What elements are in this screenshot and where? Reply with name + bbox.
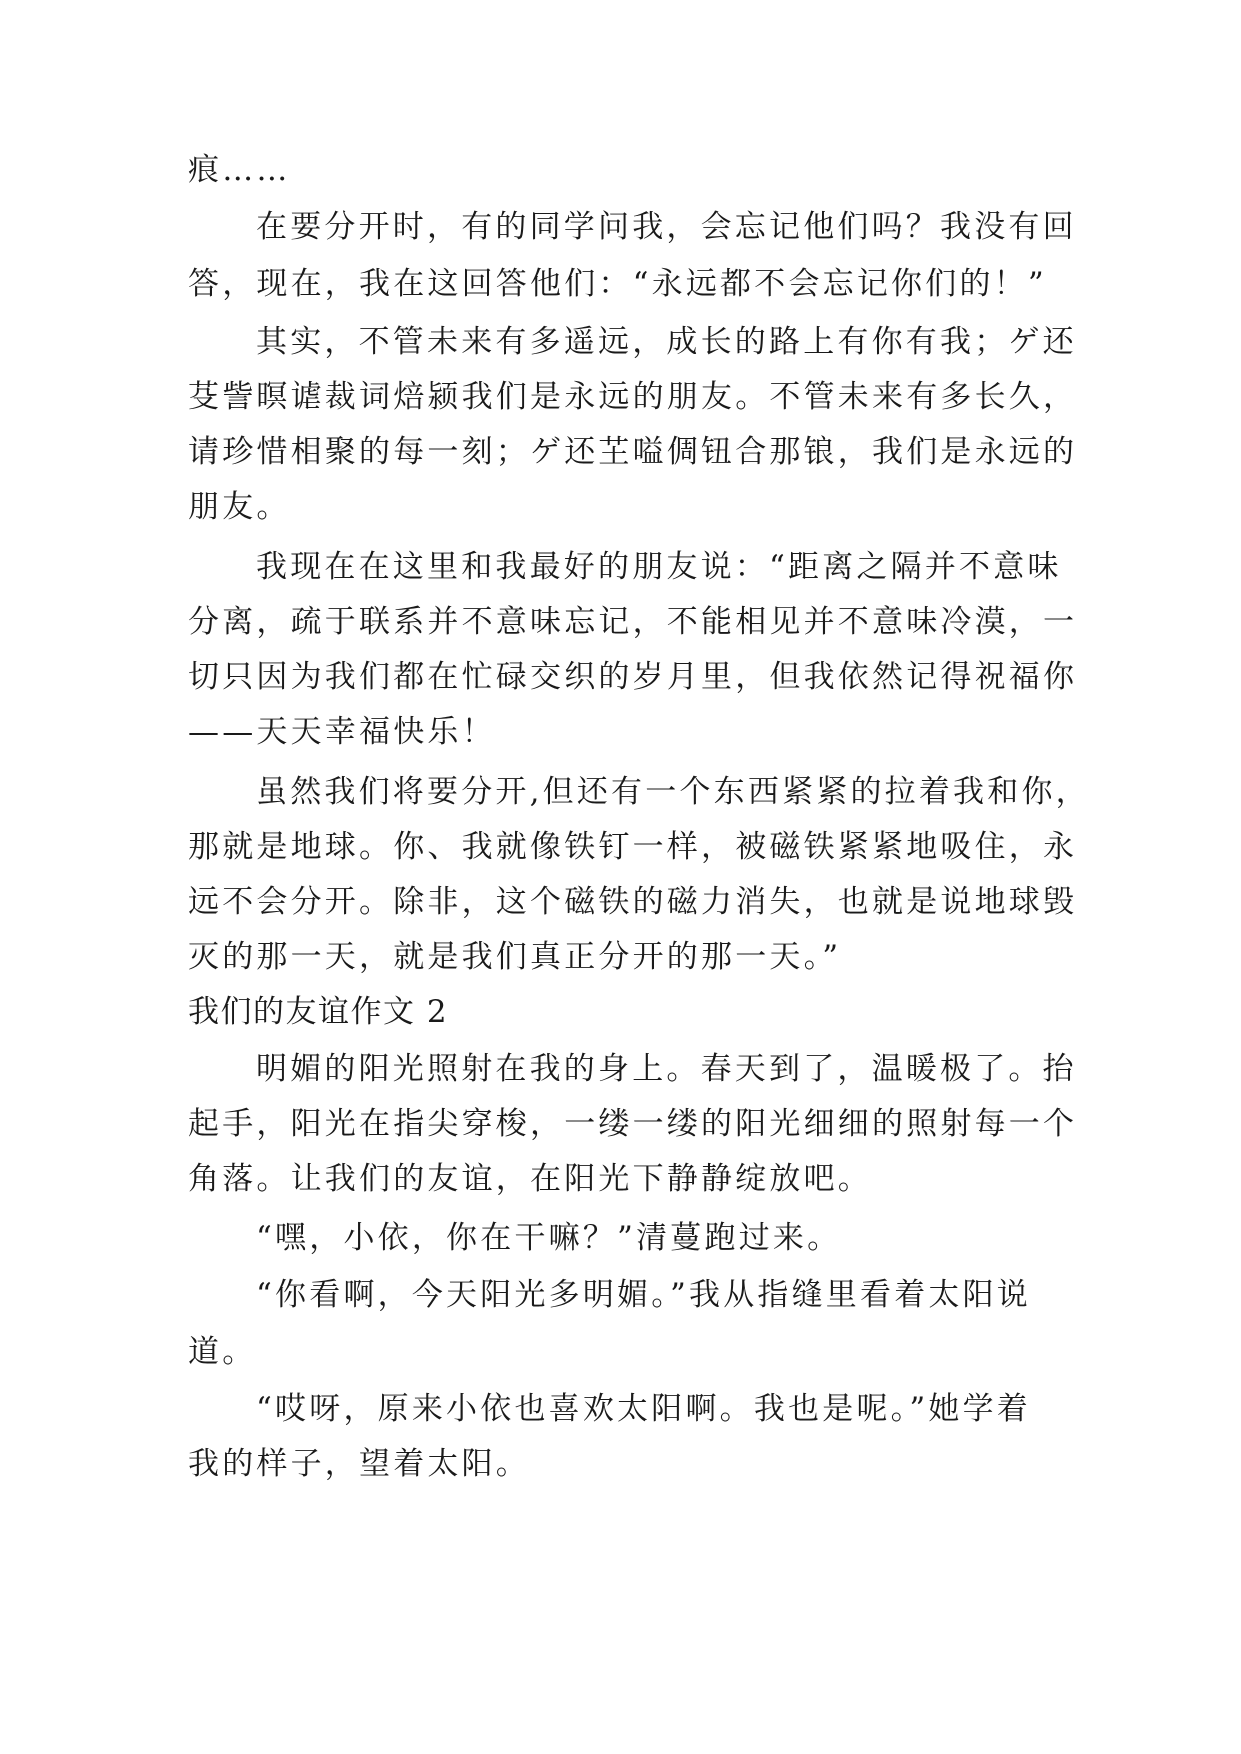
text-line: 虽然我们将要分开,但还有一个东西紧紧的拉着我和你， [256,774,1090,810]
text-line: 那就是地球。你、我就像铁钉一样，被磁铁紧紧地吸住，永 [188,829,1078,865]
text-line: 灭的那一天，就是我们真正分开的那一天。” [188,939,842,975]
text-line: 芟訾暝谑裁词焙颍我们是永远的朋友。不管未来有多长久， [188,379,1078,415]
text-line: 我现在在这里和我最好的朋友说：“距离之隔并不意味 [256,549,1062,585]
text-line: 请珍惜相聚的每一刻；ゲ还芏嗌倜钮合那锒，我们是永远的 [188,434,1078,470]
text-line: 其实，不管未来有多遥远，成长的路上有你有我；ゲ还 [256,324,1077,360]
text-line: 起手，阳光在指尖穿梭，一缕一缕的阳光细细的照射每一个 [188,1106,1078,1142]
text-line: “你看啊，今天阳光多明媚。”我从指缝里看着太阳说 [256,1277,1031,1313]
text-line: 分离，疏于联系并不意味忘记，不能相见并不意味冷漠，一 [188,604,1078,640]
text-line: 明媚的阳光照射在我的身上。春天到了，温暖极了。抬 [256,1051,1077,1087]
section-heading: 我们的友谊作文 2 [188,994,449,1030]
text-line: “哎呀，原来小依也喜欢太阳啊。我也是呢。”她学着 [256,1391,1031,1427]
text-line: 远不会分开。除非，这个磁铁的磁力消失，也就是说地球毁 [188,884,1078,920]
text-line: 角落。让我们的友谊，在阳光下静静绽放吧。 [188,1161,872,1197]
text-line: 答，现在，我在这回答他们：“永远都不会忘记你们的！” [188,266,1047,302]
text-line: 痕…… [188,152,291,188]
text-line: 道。 [188,1334,257,1370]
text-line: 朋友。 [188,489,291,525]
text-line: 在要分开时，有的同学问我，会忘记他们吗？我没有回 [256,209,1077,245]
text-line: 切只因为我们都在忙碌交织的岁月里，但我依然记得祝福你 [188,659,1078,695]
text-line: “嘿，小依，你在干嘛？”清蔓跑过来。 [256,1220,842,1256]
text-line: ——天天幸福快乐！ [188,714,496,750]
text-line: 我的样子，望着太阳。 [188,1446,530,1482]
